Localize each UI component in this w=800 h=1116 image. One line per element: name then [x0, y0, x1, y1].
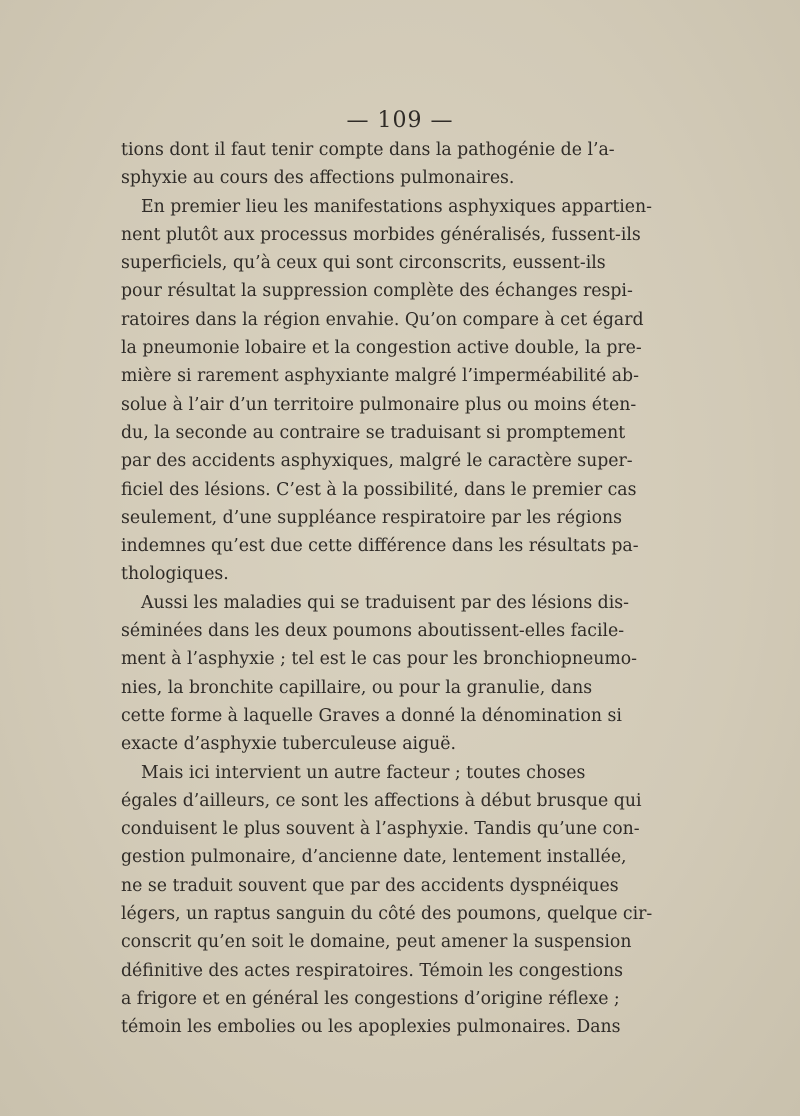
text-line: nies, la bronchite capillaire, ou pour la granulie, dans — [121, 677, 593, 698]
text-line: légers, un raptus sanguin du côté des poumons, quelque cir- — [121, 904, 653, 925]
text-line: exacte d’asphyxie tuberculeuse aiguë. — [121, 734, 456, 755]
text-line: du, la seconde au contraire se traduisant si promptement — [121, 422, 626, 443]
text-line: thologiques. — [121, 564, 229, 585]
text-line: conduisent le plus souvent à l’asphyxie. Tandis qu’une con- — [121, 819, 640, 840]
text-line: définitive des actes respiratoires. Témoin les congestions — [121, 960, 624, 981]
text-line: a frigore et en général les congestions d’origine réflexe ; — [121, 988, 620, 1009]
text-line: Aussi les maladies qui se traduisent par des lésions dis- — [141, 592, 629, 613]
text-line: pour résultat la suppression complète des échanges respi- — [121, 281, 633, 302]
body-text — [121, 136, 653, 1042]
text-line: par des accidents asphyxiques, malgré le caractère super- — [121, 451, 633, 472]
text-line: conscrit qu’en soit le domaine, peut amener la suspension — [121, 932, 632, 953]
text-line: solue à l’air d’un territoire pulmonaire plus ou moins éten- — [121, 394, 637, 415]
text-line: ratoires dans la région envahie. Qu’on compare à cet égard — [121, 309, 644, 330]
text-line: égales d’ailleurs, ce sont les affections à début brusque qui — [121, 790, 642, 811]
text-line: gestion pulmonaire, d’ancienne date, lentement installée, — [121, 847, 627, 868]
text-line: mière si rarement asphyxiante malgré l’imperméabilité ab- — [121, 366, 639, 387]
text-line: En premier lieu les manifestations asphyxiques appartien- — [141, 196, 652, 217]
text-line: la pneumonie lobaire et la congestion active double, la pre- — [121, 338, 642, 359]
text-line: séminées dans les deux poumons aboutissent-elles facile- — [121, 621, 625, 642]
text-line: Mais ici intervient un autre facteur ; toutes choses — [141, 762, 586, 783]
text-line: indemnes qu’est due cette différence dans les résultats pa- — [121, 536, 639, 557]
text-line: cette forme à laquelle Graves a donné la dénomination si — [121, 705, 622, 726]
page-number: — 109 — — [346, 108, 454, 133]
text-line: témoin les embolies ou les apoplexies pulmonaires. Dans — [121, 1017, 621, 1038]
text-line: superficiels, qu’à ceux qui sont circonscrits, eussent-ils — [121, 253, 606, 274]
text-line: ment à l’asphyxie ; tel est le cas pour les bronchiopneumo- — [121, 649, 637, 670]
text-line: nent plutôt aux processus morbides généralisés, fussent-ils — [121, 224, 641, 245]
text-line: sphyxie au cours des affections pulmonaires. — [121, 168, 515, 189]
text-line: ficiel des lésions. C’est à la possibilité, dans le premier cas — [121, 479, 637, 500]
text-line: seulement, d’une suppléance respiratoire par les régions — [121, 507, 622, 528]
text-line: tions dont il faut tenir compte dans la pathogénie de l’a- — [121, 140, 615, 160]
text-line: ne se traduit souvent que par des accidents dyspnéiques — [121, 875, 619, 896]
